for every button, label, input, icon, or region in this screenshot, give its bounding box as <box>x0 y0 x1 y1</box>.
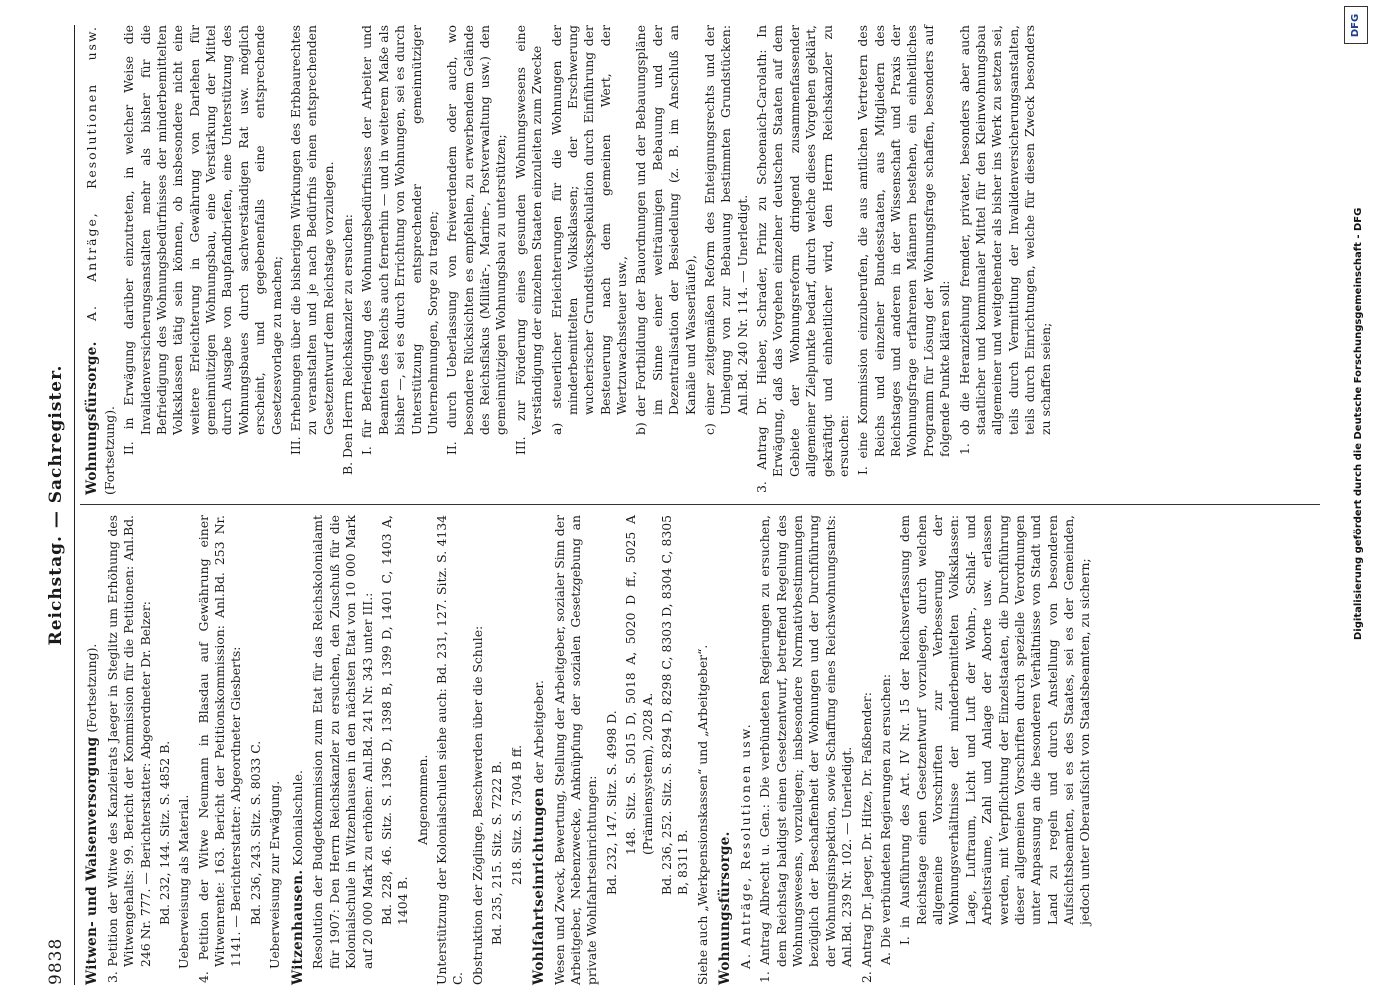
heading-rest: der Arbeitgeber. <box>530 680 546 784</box>
antrag-3-I: I. eine Kommission einzuberufen, die aus amtlichen Vertretern des Reichs und einzelner Bundesstaaten, aus Mitgliedern des Reichstages und anderen in der Wissenschaft und Praxis der Wohnungsfrage erfahrenen Männern bestehen, ein einheitliches Programm für Lösung der Wohnungsfrage schaffen, besonders auf folgende Punkte klären soll: <box>855 25 953 475</box>
wohlfahrt-ref-a: Bd. 232, 147. Sitz. S. 4998 D. <box>603 710 619 895</box>
heading-suffix: (Fortsetzung). <box>84 643 99 733</box>
entry-4-result: Ueberweisung zur Erwägung. <box>267 780 283 969</box>
entry-3: 3. Petition der Witwe des Kanzleirats Jaeger in Steglitz um Erhöhung des Witwengehalts: 99. Bericht der Kommission für die Petitionen: Anl.Bd. 246 Nr. 777. — Berichterstatter: Abgeordneter Dr. Belzer: <box>104 515 153 983</box>
wohlfahrt-text: Wesen und Zweck, Bewertung, Stellung der Arbeitgeber, sozialer Sinn der Arbeitgeber, Nebenzwecke, Anknüpfung der sozialen Gesetzgebung an private Wohlfahrtseinrichtungen: <box>551 515 600 985</box>
section-heading-wohlfahrt: Wohlfahrtseinrichtungen <box>530 787 547 985</box>
dfg-logo <box>1344 6 1368 44</box>
witzenhausen-resolution: Resolution der Budgetkommission zum Etat für das Reichskolonialamt für 1907: Den Herrn Reichskanzler zu ersuchen, den Zuschuß für die Kolonialschule in Witzenhausen in den nächsten Etat von 10 000 Mark auf 20 000 Mark zu erhöhen: Anl.Bd. 241 Nr. 343 unter III.: <box>310 515 375 969</box>
witzenhausen-support: Unterstützung der Kolonialschulen siehe auch: Bd. 231, 127. Sitz. S. 4134 C. <box>434 515 466 985</box>
witzenhausen-result: Angenommen. <box>414 754 430 845</box>
item-B: B. Den Herrn Reichskanzler zu ersuchen: <box>340 214 356 475</box>
witzenhausen-obstruction: Obstruktion der Zöglinge, Beschwerden über die Schule: <box>469 625 485 985</box>
item-B-III: III. zur Förderung eines gesunden Wohnungswesens eine Verständigung der einzelnen Staaten einzuleiten zum Zwecke <box>512 25 545 455</box>
wohlfahrt-see-also: Siehe auch „Werkpensionskassen“ und „Arbeitgeber“. <box>694 644 710 985</box>
wohlfahrt-ref-c: Bd. 236, 252. Sitz. S. 8294 D, 8298 C, 8303 D, 8304 C, 8305 B, 8311 B. <box>658 515 691 895</box>
antrag-2: 2. Antrag Dr. Jaeger, Dr. Hitze, Dr. Faßbender: <box>858 692 874 983</box>
header-rule <box>74 25 75 985</box>
page-number: 9838 <box>46 937 66 985</box>
right-column <box>84 25 1324 495</box>
wohlfahrt-ref-b: 148. Sitz. S. 5015 D, 5018 A, 5020 D ff., 5025 A (Prämiensystem), 2028 A. <box>623 515 655 855</box>
antrag-3-I-1: 1. ob die Heranziehung fremder, privater, besonders aber auch staatlicher und kommunaler Mittel für den Kleinwohnungsbau allgemeiner und weitgehender als bisher ins Werk zu setzen sei, teils durch Vermittlung der Invalidenversicherungsanstalten, teils durch Einrichtungen, welche für diesen Zweck besonders zu schaffen seien; <box>956 25 1054 455</box>
entry-4-ref: Bd. 236, 243. Sitz. S. 8033 C. <box>247 740 263 925</box>
entry-3-result: Ueberweisung als Material. <box>176 794 192 969</box>
rotated-page <box>40 25 1340 985</box>
heading-rest: A. Anträge, Resolutionen usw. <box>84 25 99 321</box>
antrag-1: 1. Antrag Albrecht u. Gen.: Die verbündeten Regierungen zu ersuchen, dem Reichstag baldigst einen Gesetzentwurf, betreffend Regelung des Wohnungswesens, vorzulegen; insbesondere Normativbestimmungen bezüglich der Beschaffenheit der Wohnungen und der Durchführung der Wohnungsinspektion, sowie Schaffung eines Reichswohnungsamts: Anl.Bd. 239 Nr. 102. — Unerledigt. <box>757 515 855 983</box>
entry-3-ref: Bd. 232, 144. Sitz. S. 4852 B. <box>156 740 172 925</box>
entry-4: 4. Petition der Witwe Neumann in Blasdau auf Gewährung einer Witwenrente: 163. Bericht der Petitionskommission: Anl.Bd. 253 Nr. 1141. — Berichterstatter: Abgeordneter Giesberts: <box>195 515 244 983</box>
witzenhausen-ref-a: Bd. 235, 215. Sitz. S. 7222 B. <box>489 760 505 945</box>
antrag-2-a-I: I. in Ausführung des Art. IV Nr. 15 der Reichsverfassung dem Reichstage einen Gesetzentwurf vorzulegen, durch welchen allgemeine Vorschriften zur Verbesserung der Wohnungsverhältnisse der minderbemittelten Volksklassen: Lage, Luftraum, Licht und Luft der Wohn-, Schlaf- und Arbeitsräume, Zahl und Anlage der Aborte usw. erlassen werden, mit Verpflichtung der Einzelstaaten, die Durchführung dieser allgemeinen Vorschriften durch spezielle Verordnungen unter Anpassung an die besonderen Verhältnisse von Stadt und Land zu regeln und durch Anstellung von besonderen Aufsichtsbeamten, sei es des Staates, sei es der Gemeinden, jedoch unter Oberaufsicht von Staatsbeamten, zu sichern; <box>897 515 1093 945</box>
column-divider <box>80 504 1320 505</box>
section-heading-witwen: Witwen- und Waisenversorgung <box>84 736 100 985</box>
section-heading-wohnung: Wohnungsfürsorge. <box>717 831 734 985</box>
section-heading-witzenhausen: Witzenhausen. <box>289 869 306 985</box>
section-heading-wohnung-cont: Wohnungsfürsorge. <box>84 341 100 495</box>
witzenhausen-refs: Bd. 228, 46. Sitz. S. 1396 D, 1398 B, 1399 D, 1401 C, 1403 A, 1404 B. <box>378 515 411 925</box>
left-column <box>84 515 1324 985</box>
antrag-2-a: A. Die verbündeten Regierungen zu ersuchen: <box>877 673 893 965</box>
subheading-antraege: A. Anträge, Resolutionen usw. <box>737 722 753 969</box>
item-II: II. in Erwägung darüber einzutreten, in welcher Weise die Invalidenversicherungsanstalten mehr als bisher für die Befriedigung des Wohnungsbedürfnisses der minderbemittelten Volksklassen tätig sein können, ob insbesondere nicht eine weitere Erleichterung in Gewährung von Darlehen für gemeinnützigen Wohnungsbau, eine Verstärkung der Mittel durch Ausgabe von Baupfandbriefen, eine Unterstützung des Wohnungsbaues durch sachverständigen Rat usw. möglich erscheint, und gegebenenfalls eine entsprechende Gesetzesvorlage zu machen; <box>121 25 284 455</box>
funding-note: Digitalisierung gefördert durch die Deutsche Forschungsgemeinschaft - DFG <box>1353 207 1364 640</box>
page-header <box>40 25 74 985</box>
dfg-logo-text: DFG <box>1350 13 1362 37</box>
digitization-sidebar <box>1343 0 1375 1000</box>
running-title: Reichstag. — Sachregister. <box>46 364 66 646</box>
heading-suffix: (Fortsetzung). <box>101 406 117 495</box>
item-B-I: I. für Befriedigung des Wohnungsbedürfnisses der Arbeiter und Beamten des Reichs auch fernerhin — und in weiterem Maße als bisher —, sei es durch Errichtung von Wohnungen, sei es durch Unterstützung entsprechender gemeinnütziger Unternehmungen, Sorge zu tragen; <box>359 25 440 455</box>
item-III: III. Erhebungen über die bisherigen Wirkungen des Erbbaurechtes zu veranstalten und je nach Bedürfnis einen entsprechenden Gesetzentwurf dem Reichstage vorzulegen. <box>287 25 336 455</box>
witzenhausen-ref-b: 218. Sitz. S. 7304 B ff. <box>508 744 524 885</box>
item-a: a) steuerlicher Erleichterungen für die Wohnungen der minderbemittelten Volksklassen; der Erschwerung wucherischer Grundstücksspekulation durch Einführung der Besteuerung nach dem gemeinen Wert, der Wertzuwachssteuer usw., <box>548 25 630 435</box>
item-c: c) einer zeitgemäßen Reform des Enteignungsrechts und der Umlegung von zur Bebauung bestimmten Grundstücken: Anl.Bd. 240 Nr. 114. — Unerledigt. <box>701 25 750 435</box>
antrag-3: 3. Antrag Dr. Hieber, Schrader, Prinz zu Schoenaich-Carolath: In Erwägung, daß das Vorgehen einzelner deutschen Staaten auf dem Gebiete der Wohnungsreform dringend zusammenfassender allgemeiner Zielpunkte bedarf, durch welche dieses Vorgehen geklärt, gekräftigt und einheitlicher wird, den Herrn Reichskanzler zu ersuchen: <box>754 25 851 493</box>
heading-sub: Kolonialschule. <box>289 770 305 866</box>
item-B-II: II. durch Ueberlassung von freiwerdendem oder auch, wo besondere Rücksichten es empfehlen, zu erwerbendem Gelände des Reichsfiskus (Militär-, Marine-, Postverwaltung usw.) den gemeinnützigen Wohnungsbau zu unterstützen; <box>444 25 509 455</box>
item-b: b) der Fortbildung der Bauordnungen und der Bebauungspläne im Sinne einer weiträumigen Bebauung und der Dezentralisation der Besiedelung (z. B. im Anschluß an Kanäle und Wasserläufe), <box>633 25 698 435</box>
